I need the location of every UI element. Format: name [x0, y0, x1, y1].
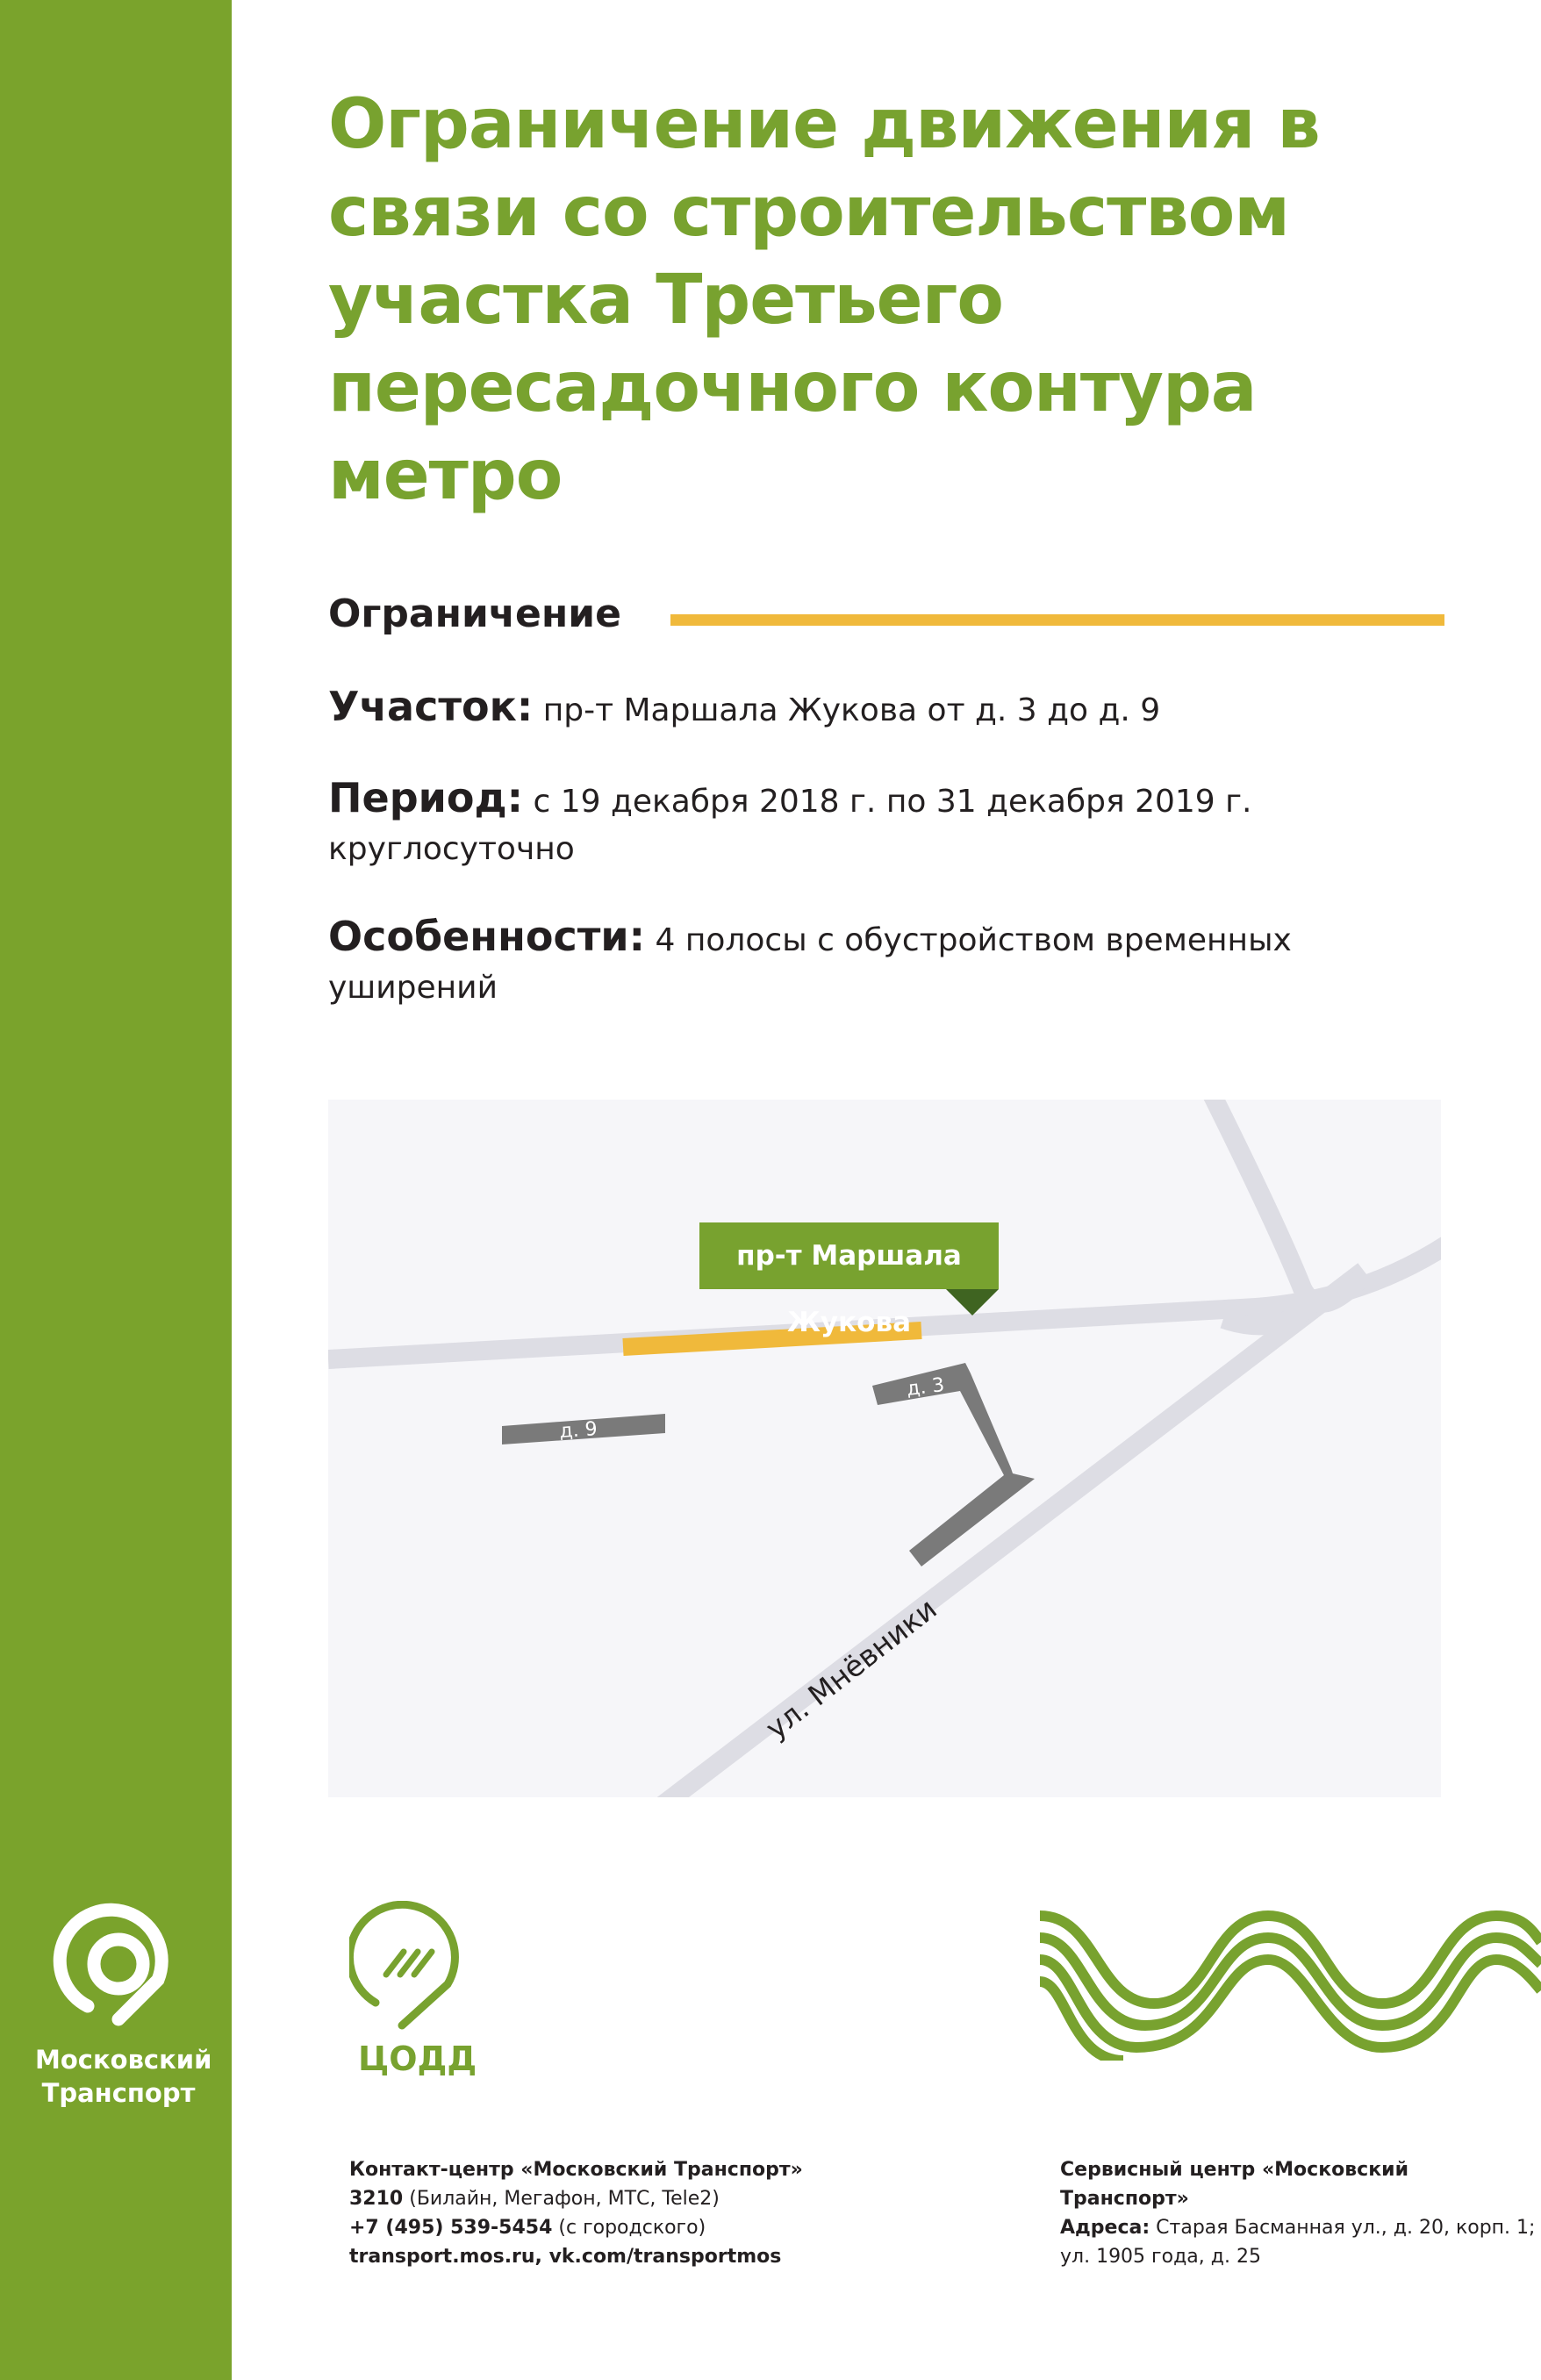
callout-pointer [946, 1289, 999, 1315]
page-title [328, 81, 1469, 520]
features-value: 4 полосы с обустройством временных [655, 922, 1292, 958]
phone-note: (с городского) [558, 2217, 706, 2239]
section-heading: Ограничение [328, 591, 621, 636]
phone-number: +7 (495) 539-5454 [349, 2217, 553, 2239]
segment-value: пр-т Маршала Жукова от д. 3 до д. 9 [542, 692, 1161, 728]
road-network [328, 1100, 1441, 1797]
address-label: Адреса: [1060, 2217, 1150, 2239]
web-links: transport.mos.ru, vk.com/transportmos [349, 2246, 782, 2268]
features-label: Особенности: [328, 913, 646, 960]
street-callout-marshal-zhukov: пр-т Маршала Жукова [699, 1222, 999, 1289]
period-label: Период: [328, 774, 524, 821]
mos-ru-pattern-logo [1036, 1894, 1541, 2061]
codd-emblem-icon [349, 1901, 481, 2032]
moscow-transport-logo [35, 1901, 212, 2110]
title-line: метро [328, 436, 563, 515]
building-9-label: д. 9 [558, 1418, 598, 1443]
short-number: 3210 [349, 2188, 404, 2210]
moscow-transport-line2: Транспорт [41, 2078, 196, 2108]
section-divider [670, 614, 1444, 626]
codd-logo [349, 1901, 481, 2078]
moscow-transport-emblem-icon [35, 1901, 202, 2032]
service-center-heading: Сервисный центр «Московский Транспорт» [1060, 2159, 1408, 2210]
short-number-note: (Билайн, Мегафон, МТС, Tele2) [409, 2188, 720, 2210]
moscow-transport-line1: Московский [35, 2045, 212, 2075]
segment-info [328, 683, 1469, 735]
features-value-cont: уширений [328, 970, 498, 1006]
mos-wave-pattern-icon [1036, 1894, 1541, 2061]
title-line: Ограничение движения в [328, 85, 1320, 164]
title-line: пересадочного контура [328, 348, 1257, 427]
road-north-branch [1206, 1100, 1364, 1303]
service-center-info [1060, 2155, 1541, 2271]
contact-center-heading: Контакт-центр «Московский Транспорт» [349, 2159, 803, 2181]
road-mnevniki [644, 1271, 1364, 1797]
period-value: с 19 декабря 2018 г. по 31 декабря 2019 г. [533, 784, 1252, 820]
codd-wordmark: ЦОДД [358, 2039, 477, 2078]
address-line-1: Старая Басманная ул., д. 20, корп. 1; [1156, 2217, 1536, 2239]
period-note: круглосуточно [328, 831, 575, 867]
moscow-transport-wordmark [35, 2043, 212, 2110]
building-3-label: д. 3 [905, 1373, 946, 1401]
title-line: связи со строительством [328, 173, 1290, 252]
period-info [328, 774, 1469, 873]
segment-label: Участок: [328, 683, 534, 730]
restriction-map [328, 1100, 1441, 1797]
title-line: участка Третьего [328, 261, 1003, 340]
contact-center-info [349, 2155, 803, 2271]
address-line-2: ул. 1905 года, д. 25 [1060, 2246, 1261, 2268]
street-label-mnevniki: ул. Мнёвники [758, 1591, 943, 1746]
features-info [328, 913, 1469, 1012]
